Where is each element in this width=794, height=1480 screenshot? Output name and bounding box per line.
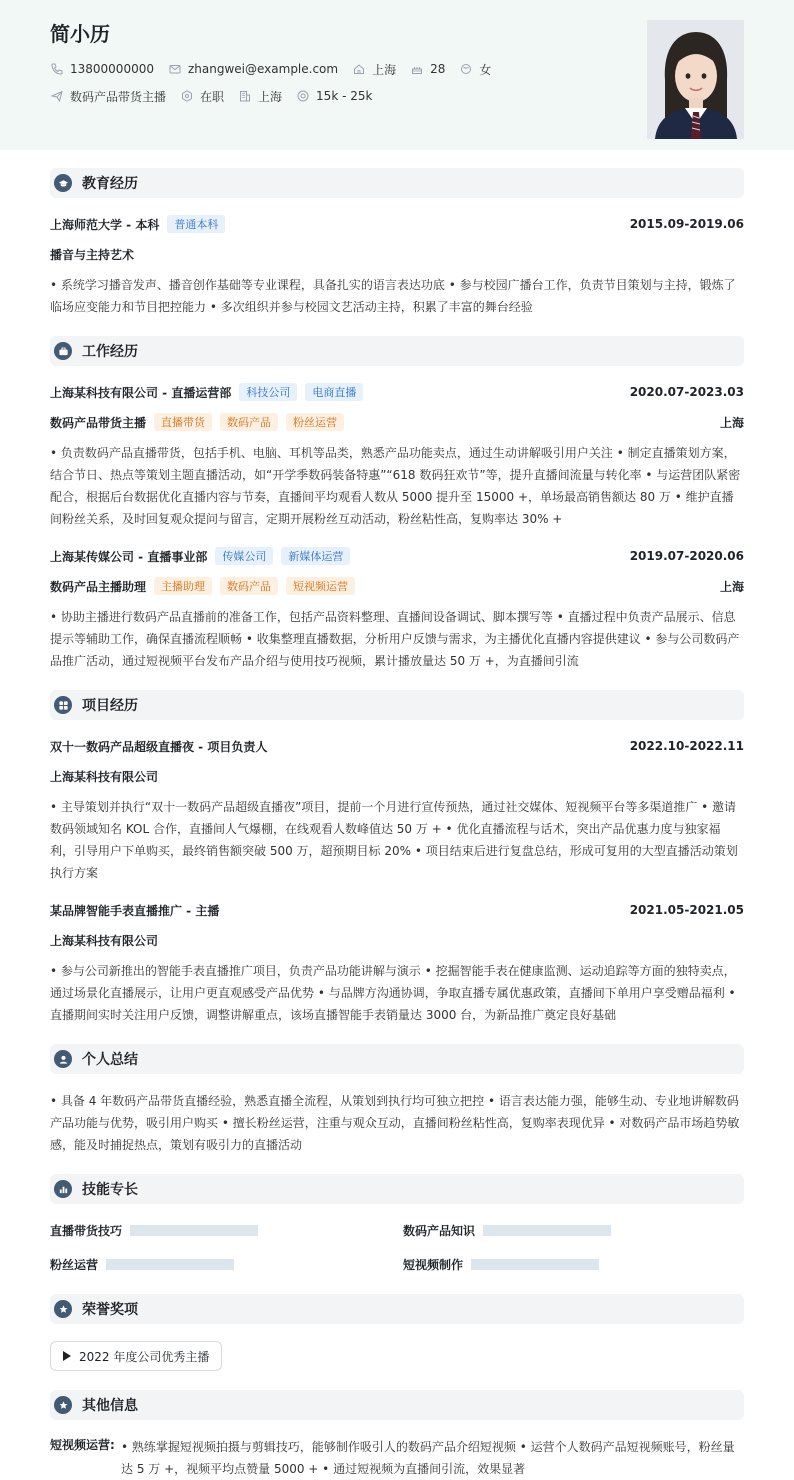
project-2-company-row bbox=[50, 930, 744, 950]
project-1-title-row bbox=[50, 736, 744, 756]
honors-section-title: 荣誉奖项 bbox=[82, 1302, 138, 1318]
skill-name: 粉丝运营 bbox=[50, 1258, 99, 1272]
education-date: 2015.09-2019.06 bbox=[629, 217, 744, 231]
work-1-position: 数码产品带货主播 bbox=[50, 415, 147, 430]
play-triangle-icon bbox=[63, 1351, 71, 1361]
education-section-title: 教育经历 bbox=[82, 176, 138, 192]
status-icon bbox=[180, 89, 194, 103]
user-icon bbox=[54, 1050, 72, 1068]
email-text: zhangwei@example.com bbox=[187, 62, 339, 76]
work-1-company-tag: 科技公司 bbox=[239, 383, 297, 401]
work-1-position-tag: 直播带货 bbox=[154, 413, 212, 431]
work-2-date: 2019.07-2020.06 bbox=[629, 549, 744, 563]
salary-text: 15k - 25k bbox=[316, 89, 373, 103]
gender-icon bbox=[459, 62, 473, 76]
salary-item bbox=[296, 89, 372, 103]
other-label: 短视频运营: bbox=[50, 1438, 115, 1452]
work-1-position-tag: 数码产品 bbox=[220, 413, 278, 431]
work-2-company-tag: 新媒体运营 bbox=[281, 547, 350, 565]
target-city-item bbox=[238, 88, 282, 105]
education-major-row bbox=[50, 244, 744, 264]
project-1-title: 双十一数码产品超级直播夜 - 项目负责人 bbox=[50, 739, 268, 754]
grid-icon bbox=[54, 696, 72, 714]
skill-bar-fill bbox=[483, 1225, 611, 1236]
project-2-title-row bbox=[50, 900, 744, 920]
resume-header bbox=[0, 0, 794, 150]
education-section-header bbox=[50, 168, 744, 198]
work-2-position-tag: 主播助理 bbox=[154, 577, 212, 595]
project-2-company: 上海某科技有限公司 bbox=[50, 933, 159, 948]
work-1-company: 上海某科技有限公司 - 直播运营部 bbox=[50, 385, 232, 400]
skills-section-title: 技能专长 bbox=[82, 1182, 138, 1198]
skill-name: 数码产品知识 bbox=[403, 1224, 476, 1238]
email-item bbox=[168, 62, 338, 76]
target-city-text: 上海 bbox=[258, 89, 283, 104]
work-1-company-tag: 电商直播 bbox=[305, 383, 363, 401]
project-1-description: • 主导策划并执行“双十一数码产品超级直播夜”项目，提前一个月进行宣传预热，通过社交媒体、短视频平台等多渠道推广 • 邀请数码领域知名 KOL 合作，直播间人气爆棚，在线观看人数峰值达 50 万 + • 优化直播流程与话术，突出产品优惠力度与独家福利，引导用户下单购买，最终销售额突破 500 万，超预期目标 20% • 项目结束后进行复盘总结，形成可复用的大型直播活动策划执行方案 bbox=[50, 800, 738, 880]
award-icon bbox=[54, 1300, 72, 1318]
education-major: 播音与主持艺术 bbox=[50, 247, 135, 262]
home-icon bbox=[352, 62, 366, 76]
phone-item bbox=[50, 62, 154, 76]
work-2-company: 上海某传媒公司 - 直播事业部 bbox=[50, 549, 208, 564]
skill-bar-fill bbox=[471, 1259, 599, 1270]
work-1-date: 2020.07-2023.03 bbox=[629, 385, 744, 399]
cake-icon bbox=[410, 62, 424, 76]
work-1-company-row bbox=[50, 382, 744, 402]
info-icon bbox=[54, 1396, 72, 1414]
work-1-city: 上海 bbox=[719, 415, 744, 430]
skills-section-header bbox=[50, 1174, 744, 1204]
education-tag: 普通本科 bbox=[167, 215, 225, 233]
projects-section-header bbox=[50, 690, 744, 720]
project-2-date: 2021.05-2021.05 bbox=[629, 903, 744, 917]
other-description: • 熟练掌握短视频拍摄与剪辑技巧，能够制作吸引人的数码产品介绍短视频 • 运营个人数码产品短视频账号，粉丝量达 5 万 +，视频平均点赞量 5000 + • 通过短视频为直播间引流，效果显著 bbox=[121, 1440, 735, 1476]
work-2-company-tag: 传媒公司 bbox=[215, 547, 273, 565]
award-chip bbox=[50, 1341, 222, 1371]
work-2-position: 数码产品主播助理 bbox=[50, 579, 147, 594]
work-2-company-row bbox=[50, 546, 744, 566]
education-school: 上海师范大学 - 本科 bbox=[50, 217, 160, 232]
location-item bbox=[352, 61, 396, 78]
target-job-item bbox=[50, 88, 166, 105]
skill-bar bbox=[106, 1259, 234, 1270]
skill-bar-fill bbox=[106, 1259, 234, 1270]
building-icon bbox=[238, 89, 252, 103]
project-1-company: 上海某科技有限公司 bbox=[50, 769, 159, 784]
age-text: 28 bbox=[430, 62, 446, 76]
coin-icon bbox=[296, 89, 310, 103]
phone-icon bbox=[50, 62, 64, 76]
skill-name: 直播带货技巧 bbox=[50, 1224, 123, 1238]
work-1-position-row bbox=[50, 412, 744, 432]
skill-name: 短视频制作 bbox=[403, 1258, 464, 1272]
status-item bbox=[180, 88, 224, 105]
work-section-title: 工作经历 bbox=[82, 344, 138, 360]
phone-text: 13800000000 bbox=[70, 62, 154, 76]
skill-bar bbox=[471, 1259, 599, 1270]
work-2-position-row bbox=[50, 576, 744, 596]
education-school-row bbox=[50, 214, 744, 234]
bar-chart-icon bbox=[54, 1180, 72, 1198]
candidate-name: 简小历 bbox=[50, 22, 110, 46]
work-1-description: • 负责数码产品直播带货，包括手机、电脑、耳机等品类，熟悉产品功能卖点，通过生动讲解吸引用户关注 • 制定直播策划方案，结合节日、热点等策划主题直播活动，如“开学季数码装备特惠”“618 数码狂欢节”等，提升直播间流量与转化率 • 与运营团队紧密配合，根据后台数据优化直播内容与节奏，直播间平均观看人数从 5000 提升至 15000 +，单场最高销售额达 80 万 • 维护直播间粉丝关系，及时回复观众提问与留言，定期开展粉丝互动活动，粉丝粘性高，复购率达 30% + bbox=[50, 446, 741, 526]
work-2-city: 上海 bbox=[719, 579, 744, 594]
summary-section-title: 个人总结 bbox=[82, 1052, 138, 1068]
target-job-text: 数码产品带货主播 bbox=[70, 89, 167, 104]
project-1-date: 2022.10-2022.11 bbox=[629, 739, 744, 753]
project-1-company-row bbox=[50, 766, 744, 786]
work-2-position-tag: 短视频运营 bbox=[286, 577, 355, 595]
location-text: 上海 bbox=[372, 62, 397, 77]
honors-section-header bbox=[50, 1294, 744, 1324]
status-text: 在职 bbox=[200, 89, 225, 104]
summary-description: • 具备 4 年数码产品带货直播经验，熟悉直播全流程，从策划到执行均可独立把控 • 语言表达能力强，能够生动、专业地讲解数码产品功能与优势，吸引用户购买 • 擅长粉丝运营，注重与观众互动，直播间粉丝粘性高，复购率表现优异 • 对数码产品市场趋势敏感，能及时捕捉热点，策划有吸引力的直播活动 bbox=[50, 1094, 740, 1152]
project-2-title: 某品牌智能手表直播推广 - 主播 bbox=[50, 903, 220, 918]
summary-section-header bbox=[50, 1044, 744, 1074]
work-1-position-tag: 粉丝运营 bbox=[286, 413, 344, 431]
education-description: • 系统学习播音发声、播音创作基础等专业课程，具备扎实的语言表达功底 • 参与校园广播台工作，负责节目策划与主持，锻炼了临场应变能力和节目把控能力 • 多次组织并参与校园文艺活动主持，积累了丰富的舞台经验 bbox=[50, 278, 736, 314]
work-section-header bbox=[50, 336, 744, 366]
skill-bar-fill bbox=[130, 1225, 258, 1236]
age-item bbox=[410, 62, 445, 76]
projects-section-title: 项目经历 bbox=[82, 698, 138, 714]
skill-bar bbox=[483, 1225, 611, 1236]
project-2-description: • 参与公司新推出的智能手表直播推广项目，负责产品功能讲解与演示 • 挖掘智能手表在健康监测、运动追踪等方面的独特卖点，通过场景化直播展示，让用户更直观感受产品优势 • 与品牌方沟通协调，争取直播专属优惠政策，直播间下单用户享受赠品福利 • 直播期间实时关注用户反馈，调整讲解重点，该场直播智能手表销量达 3000 台，为新品推广奠定良好基础 bbox=[50, 964, 736, 1022]
graduation-cap-icon bbox=[54, 174, 72, 192]
send-icon bbox=[50, 89, 64, 103]
work-2-position-tag: 数码产品 bbox=[220, 577, 278, 595]
job-intent-row bbox=[50, 86, 386, 106]
other-section-header bbox=[50, 1390, 744, 1420]
contact-info-row bbox=[50, 59, 505, 79]
gender-item bbox=[459, 61, 491, 78]
email-icon bbox=[168, 62, 182, 76]
work-2-description: • 协助主播进行数码产品直播前的准备工作，包括产品资料整理、直播间设备调试、脚本撰写等 • 直播过程中负责产品展示、信息提示等辅助工作，确保直播流程顺畅 • 收集整理直播数据，分析用户反馈与需求，为主播优化直播内容提供建议 • 参与公司数码产品推广活动，通过短视频平台发布产品介绍与使用技巧视频，累计播放量达 50 万 +，为直播间引流 bbox=[50, 610, 740, 668]
avatar bbox=[647, 20, 744, 139]
other-section-title: 其他信息 bbox=[82, 1398, 138, 1414]
gender-text: 女 bbox=[479, 62, 492, 77]
briefcase-icon bbox=[54, 342, 72, 360]
award-text: 2022 年度公司优秀主播 bbox=[79, 1349, 210, 1364]
skill-bar bbox=[130, 1225, 258, 1236]
